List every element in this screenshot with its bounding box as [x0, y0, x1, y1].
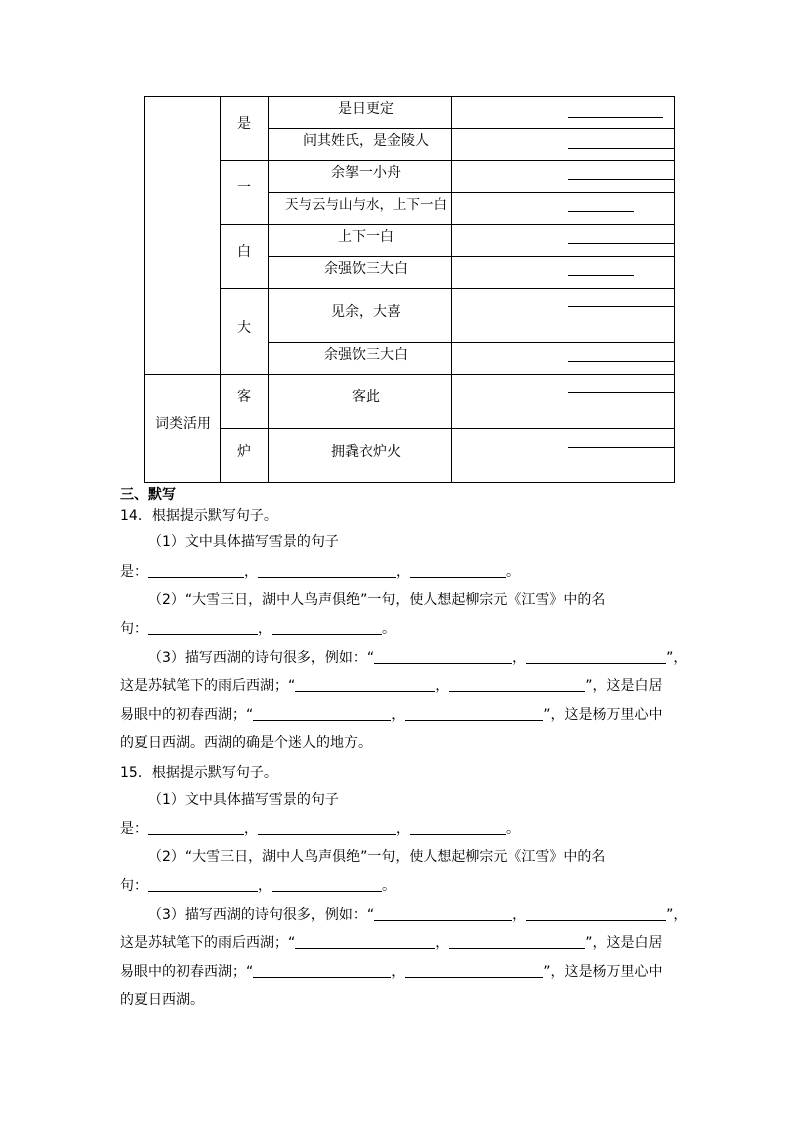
- char-cell: 白: [237, 244, 251, 260]
- phrase-cell: 余强饮三大白: [324, 261, 408, 277]
- question-15-part-3: （3）描写西湖的诗句很多，例如：“ ， ”，: [148, 907, 688, 923]
- answer-blank[interactable]: [253, 963, 391, 978]
- answer-blank[interactable]: [272, 620, 382, 635]
- answer-blank[interactable]: [568, 392, 674, 393]
- phrase-cell: 余强饮三大白: [324, 347, 408, 363]
- answer-blank[interactable]: [568, 117, 663, 118]
- answer-blank[interactable]: [405, 706, 543, 721]
- answer-blank[interactable]: [568, 211, 634, 212]
- answer-blank[interactable]: [568, 361, 674, 362]
- answer-blank[interactable]: [148, 877, 258, 892]
- answer-blank[interactable]: [568, 148, 674, 149]
- vocabulary-table: [144, 96, 675, 483]
- phrase-cell: 余挐一小舟: [331, 165, 401, 181]
- group-label-word-class: 词类活用: [155, 416, 211, 432]
- question-15-part-3-line-3: 易眼中的初春西湖；“ ， ”，这是杨万里心中: [120, 964, 663, 980]
- answer-blank[interactable]: [253, 706, 391, 721]
- answer-blank[interactable]: [410, 563, 506, 578]
- question-15-answer-line-2: 句： ， 。: [120, 878, 396, 894]
- answer-blank[interactable]: [568, 275, 634, 276]
- phrase-cell: 客此: [352, 389, 380, 405]
- char-cell: 是: [237, 116, 251, 132]
- char-cell: 炉: [237, 444, 251, 460]
- question-14-title: 14．根据提示默写句子。: [120, 508, 278, 524]
- answer-blank[interactable]: [258, 820, 396, 835]
- question-14-answer-line-2: 句： ， 。: [120, 621, 396, 637]
- question-14-part-3-line-4: 的夏日西湖。西湖的确是个迷人的地方。: [120, 735, 372, 751]
- question-14-answer-line-1: 是： ， ， 。: [120, 564, 520, 580]
- section-heading: 三、默写: [120, 487, 176, 503]
- answer-blank[interactable]: [410, 820, 506, 835]
- answer-blank[interactable]: [449, 677, 585, 692]
- question-14-part-1: （1）文中具体描写雪景的句子: [148, 534, 339, 550]
- answer-blank[interactable]: [568, 179, 674, 180]
- answer-blank[interactable]: [258, 563, 396, 578]
- answer-blank[interactable]: [272, 877, 382, 892]
- question-15-part-2: （2）“大雪三日，湖中人鸟声俱绝”一句，使人想起柳宗元《江雪》中的名: [148, 849, 606, 865]
- answer-blank[interactable]: [374, 649, 512, 664]
- phrase-cell: 见余，大喜: [331, 304, 401, 320]
- char-cell: 大: [237, 320, 251, 336]
- answer-blank[interactable]: [374, 906, 512, 921]
- answer-blank[interactable]: [295, 934, 435, 949]
- question-14-part-2: （2）“大雪三日，湖中人鸟声俱绝”一句，使人想起柳宗元《江雪》中的名: [148, 592, 606, 608]
- phrase-cell: 是日更定: [338, 101, 394, 117]
- answer-blank[interactable]: [148, 620, 258, 635]
- answer-blank[interactable]: [568, 306, 674, 307]
- question-15-part-1: （1）文中具体描写雪景的句子: [148, 792, 339, 808]
- answer-blank[interactable]: [148, 563, 244, 578]
- answer-blank[interactable]: [568, 243, 674, 244]
- char-cell: 客: [237, 389, 251, 405]
- question-15-title: 15．根据提示默写句子。: [120, 765, 278, 781]
- question-14-part-3: （3）描写西湖的诗句很多，例如：“ ， ”，: [148, 650, 688, 666]
- phrase-cell: 拥毳衣炉火: [331, 444, 401, 460]
- question-15-answer-line-1: 是： ， ， 。: [120, 821, 520, 837]
- char-cell: 一: [237, 180, 251, 196]
- answer-blank[interactable]: [295, 677, 435, 692]
- phrase-cell: 天与云与山与水，上下一白: [285, 197, 447, 213]
- phrase-cell: 上下一白: [338, 229, 394, 245]
- phrase-cell: 问其姓氏，是金陵人: [303, 133, 429, 149]
- answer-blank[interactable]: [526, 906, 666, 921]
- question-15-part-3-line-2: 这是苏轼笔下的雨后西湖；“ ， ”，这是白居: [120, 935, 663, 951]
- answer-blank[interactable]: [405, 963, 543, 978]
- question-15-part-3-line-4: 的夏日西湖。: [120, 992, 204, 1008]
- question-14-part-3-line-3: 易眼中的初春西湖；“ ， ”，这是杨万里心中: [120, 707, 663, 723]
- answer-blank[interactable]: [148, 820, 244, 835]
- question-14-part-3-line-2: 这是苏轼笔下的雨后西湖；“ ， ”，这是白居: [120, 678, 663, 694]
- answer-blank[interactable]: [526, 649, 666, 664]
- answer-blank[interactable]: [568, 447, 674, 448]
- answer-blank[interactable]: [449, 934, 585, 949]
